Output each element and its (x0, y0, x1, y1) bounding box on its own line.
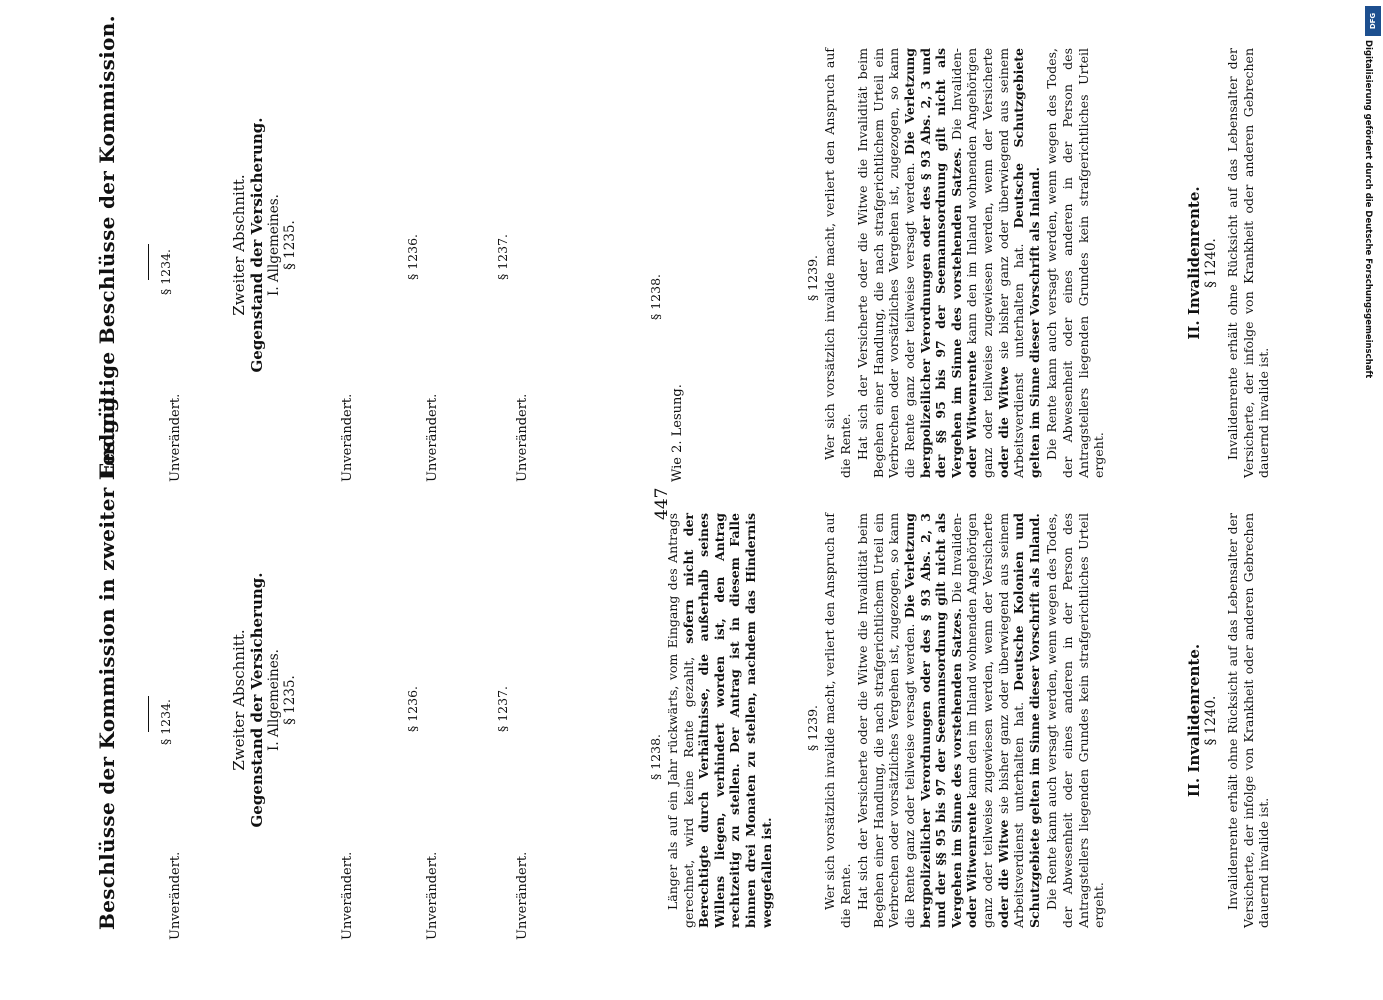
left-section-1235: § 1235. (282, 675, 298, 725)
left-section-heading (230, 550, 298, 850)
right-1239-para-1: Wer sich vorsätzlich invalide macht, verliert den Anspruch auf die Rente. (822, 48, 853, 478)
right-allgemeines: I. Allgemeines. (266, 194, 282, 296)
left-section-1238: § 1238. (648, 733, 663, 780)
left-1239-para-3: Die Rente kann auch versagt werden, wenn wegen des Todes, der Abwesenheit oder eines anderen in der Person des Antragstellers liegenden Grundes kein strafgerichtliches Urteil ergeht. (1044, 513, 1107, 928)
left-1240-text: Invalidenrente erhält ohne Rücksicht auf das Lebensalter der Versicherte, der infolge von Krankheit oder anderen Gebrechen dauernd invalide ist. (1225, 513, 1272, 928)
right-1240-text: Invalidenrente erhält ohne Rücksicht auf das Lebensalter der Versicherte, der infolge von Krankheit oder anderen Gebrechen dauernd invalide ist. (1225, 48, 1272, 478)
left-1239-text (822, 513, 1109, 928)
left-invalidenrente-heading: II. Invalidenrente. § 1240. (1185, 643, 1219, 798)
right-section-1239: § 1239. (805, 255, 820, 302)
left-abschnitt: Zweiter Abschnitt. (230, 629, 248, 771)
right-1239-para-3: Die Rente kann auch versagt werden, wenn wegen des Todes, der Abwesenheit oder eines anderen in der Person des Antragstellers liegenden Grundes kein strafgerichtliches Urteil ergeht. (1044, 48, 1107, 478)
left-unchanged-1235: Unverändert. (340, 851, 355, 940)
left-1239-para-1: Wer sich vorsätzlich invalide macht, verliert den Anspruch auf die Rente. (822, 513, 853, 928)
left-section-1236: § 1236. (405, 685, 420, 732)
right-unchanged-1237: Unverändert. (515, 393, 530, 482)
right-section-1238: § 1238. (648, 273, 663, 320)
left-column-header: Beschlüsse der Kommission in zweiter Lesung. (95, 389, 119, 930)
left-section-1237: § 1237. (495, 685, 510, 732)
right-section-1234: § 1234. (158, 248, 173, 295)
right-abschnitt: Zweiter Abschnitt. (230, 174, 248, 316)
right-invalidenrente-heading: II. Invalidenrente. § 1240. (1185, 186, 1219, 340)
page-number: 447 (652, 487, 672, 520)
right-1239-text (822, 48, 1109, 478)
right-section-heading (230, 95, 298, 395)
right-unchanged-1234: Unverändert. (168, 393, 183, 482)
credit-text: Digitalisierung gefördert durch die Deutsche Forschungsgemeinschaft (1363, 40, 1373, 379)
left-header-rule (148, 696, 149, 732)
left-unchanged-1234: Unverändert. (168, 851, 183, 940)
right-unchanged-1235: Unverändert. (340, 393, 355, 482)
digitization-credit (1363, 40, 1383, 990)
left-1239-para-2: Hat sich der Versicherte oder die Witwe die Invalidität beim Begehen einer Handlung, die nach strafgerichtlichem Urteil ein Verbrechen oder vorsätzliches Vergehen ist, zugezogen, so kann die Rente ganz oder teilweise versagt werden. Die Verletzung bergpolizeilicher Verordnungen oder des § 93 Abs. 2, 3 und der §§ 95 bis 97 der Seemannsordnung gilt nicht als Vergehen im Sinne des vorstehenden Satzes. Die Invaliden- oder Witwenrente kann den im Inland wohnenden Angehörigen ganz oder teilweise zugewiesen werden, wenn der Versicherte oder die Witwe sie bisher ganz oder überwiegend aus seinem Arbeitsverdienst unterhalten hat. Deutsche Kolonien und Schutzgebiete gelten im Sinne dieser Vorschrift als Inland. (855, 512, 1042, 928)
left-1238-text (665, 513, 776, 928)
left-1238-amendment: sofern nicht der Berechtigte durch Verhältnisse, die außerhalb seines Willens liegen, verhindert worden ist, den Antrag rechtzeitig zu stellen. Der Antrag ist in diesem Falle binnen drei Monaten zu stellen, nachdem das Hindernis weggefallen ist. (680, 513, 774, 928)
dfg-logo: DFG (1365, 6, 1381, 36)
left-unchanged-1236: Unverändert. (425, 851, 440, 940)
right-section-1236: § 1236. (405, 233, 420, 280)
right-1239-para-2: Hat sich der Versicherte oder die Witwe die Invalidität beim Begehen einer Handlung, die nach strafgerichtlichem Urteil ein Verbrechen oder vorsätzliches Vergehen ist, zugezogen, so kann die Rente ganz oder teilweise versagt werden. Die Verletzung bergpolizeilicher Verordnungen oder des § 93 Abs. 2, 3 und der §§ 95 bis 97 der Seemannsordnung gilt nicht als Vergehen im Sinne des vorstehenden Satzes. Die Invaliden- oder Witwenrente kann den im Inland wohnenden Angehörigen ganz oder teilweise zugewiesen werden, wenn der Versicherte oder die Witwe sie bisher ganz oder überwiegend aus seinem Arbeitsverdienst unterhalten hat. Deutsche Schutzgebiete gelten im Sinne dieser Vorschrift als Inland. (855, 47, 1042, 478)
left-gegenstand: Gegenstand der Versicherung. (248, 572, 266, 828)
left-section-1239: § 1239. (805, 705, 820, 752)
right-gegenstand: Gegenstand der Versicherung. (248, 117, 266, 373)
right-section-1235: § 1235. (282, 220, 298, 270)
right-header-rule (148, 244, 149, 280)
right-unchanged-1236: Unverändert. (425, 393, 440, 482)
left-allgemeines: I. Allgemeines. (266, 649, 282, 751)
left-section-1234: § 1234. (158, 698, 173, 745)
right-column-header: Endgültige Beschlüsse der Kommission. (95, 15, 119, 478)
right-as-second-reading: Wie 2. Lesung. (670, 384, 685, 482)
right-section-1237: § 1237. (495, 233, 510, 280)
left-1238-intro: Länger als auf ein Jahr rückwärts, vom Eingang des Antrags gerechnet, wird keine Rente gezahlt, (665, 513, 696, 928)
left-unchanged-1237: Unverändert. (515, 851, 530, 940)
